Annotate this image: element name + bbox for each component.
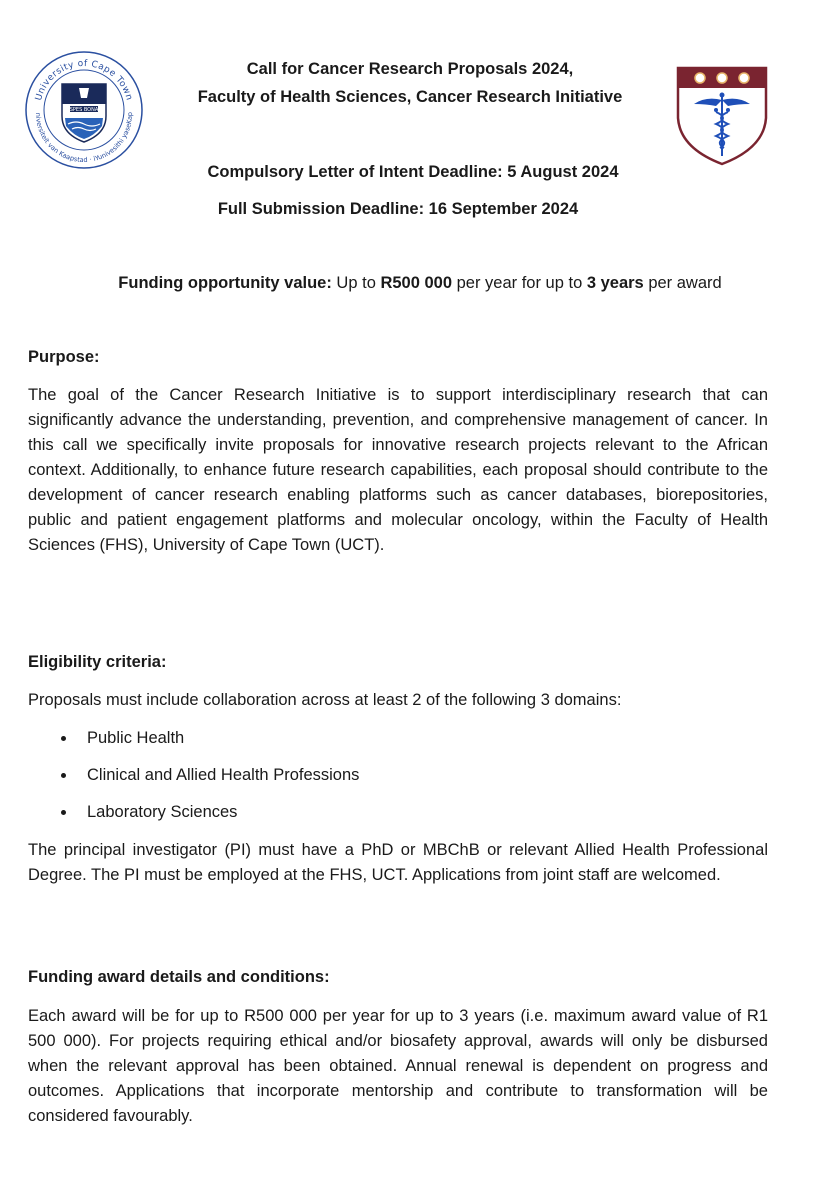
domain-public-health: Public Health	[87, 729, 185, 747]
domain-clinical: Clinical and Allied Health Professions	[87, 766, 360, 784]
list-item	[28, 725, 728, 762]
uct-logo	[22, 48, 147, 173]
purpose-body: The goal of the Cancer Research Initiative is to support interdisciplinary research that can significantly advance the understanding, prevention, and comprehensive management of cancer. In this call we specifically invite proposals for innovative research projects relevant to the African context. Additionally, to enhance future research capabilities, each proposal should contribute to the development of cancer research enabling platforms such as cancer databases, biorepositories, public and patient engagement platforms and molecular oncology, within the Faculty of Health Sciences (FHS), University of Cape Town (UCT).	[28, 386, 768, 554]
title-line-1: Call for Cancer Research Proposals 2024,	[246, 60, 574, 78]
eligibility-intro: Proposals must include collaboration across at least 2 of the following 3 domains:	[28, 691, 622, 709]
pi-requirements: The principal investigator (PI) must have a PhD or MBChB or relevant Allied Health Professional Degree. The PI must be employed at the FHS, UCT. Applications from joint staff are welcomed.	[28, 841, 768, 884]
funding-label: Funding opportunity value:	[118, 274, 332, 292]
funding-amount: R500 000	[380, 274, 453, 292]
purpose-heading: Purpose:	[28, 348, 100, 366]
funding-text-3: per award	[643, 274, 722, 292]
uct-logo-text-bottom: niversiteit van Kaapstad · iYunivesithi yaseKap	[33, 111, 135, 165]
uct-logo-text-top: University of Cape Town	[34, 58, 134, 102]
award-body: Each award will be for up to R500 000 per year for up to 3 years (i.e. maximum award value of R1 500 000). For projects requiring ethical and/or biosafety approval, awards will only be disbursed when the relevant approval has been obtained. Annual renewal is dependent on progress and outcomes. Applications that incorporate mentorship and contribute to transformation will be considered favourably.	[28, 1007, 768, 1125]
domain-laboratory: Laboratory Sciences	[87, 803, 238, 821]
funding-text-1: Up to	[331, 274, 381, 292]
full-submission-deadline: Full Submission Deadline: 16 September 2024	[217, 200, 579, 218]
funding-duration: 3 years	[586, 274, 644, 292]
loi-deadline: Compulsory Letter of Intent Deadline: 5 August 2024	[207, 163, 619, 181]
uct-logo-motto: SPES BONA	[69, 107, 99, 113]
eligibility-heading: Eligibility criteria:	[28, 653, 167, 671]
funding-opportunity-value	[0, 270, 840, 296]
award-heading: Funding award details and conditions:	[28, 968, 330, 986]
bullet-icon	[61, 773, 66, 778]
domain-list	[28, 725, 728, 836]
list-item	[28, 799, 728, 836]
title-line-2: Faculty of Health Sciences, Cancer Research Initiative	[197, 88, 623, 106]
fhs-shield-logo	[676, 66, 768, 166]
list-item	[28, 762, 728, 799]
bullet-icon	[61, 736, 66, 741]
document-title	[150, 55, 670, 111]
funding-text-2: per year for up to	[452, 274, 587, 292]
bullet-icon	[61, 810, 66, 815]
